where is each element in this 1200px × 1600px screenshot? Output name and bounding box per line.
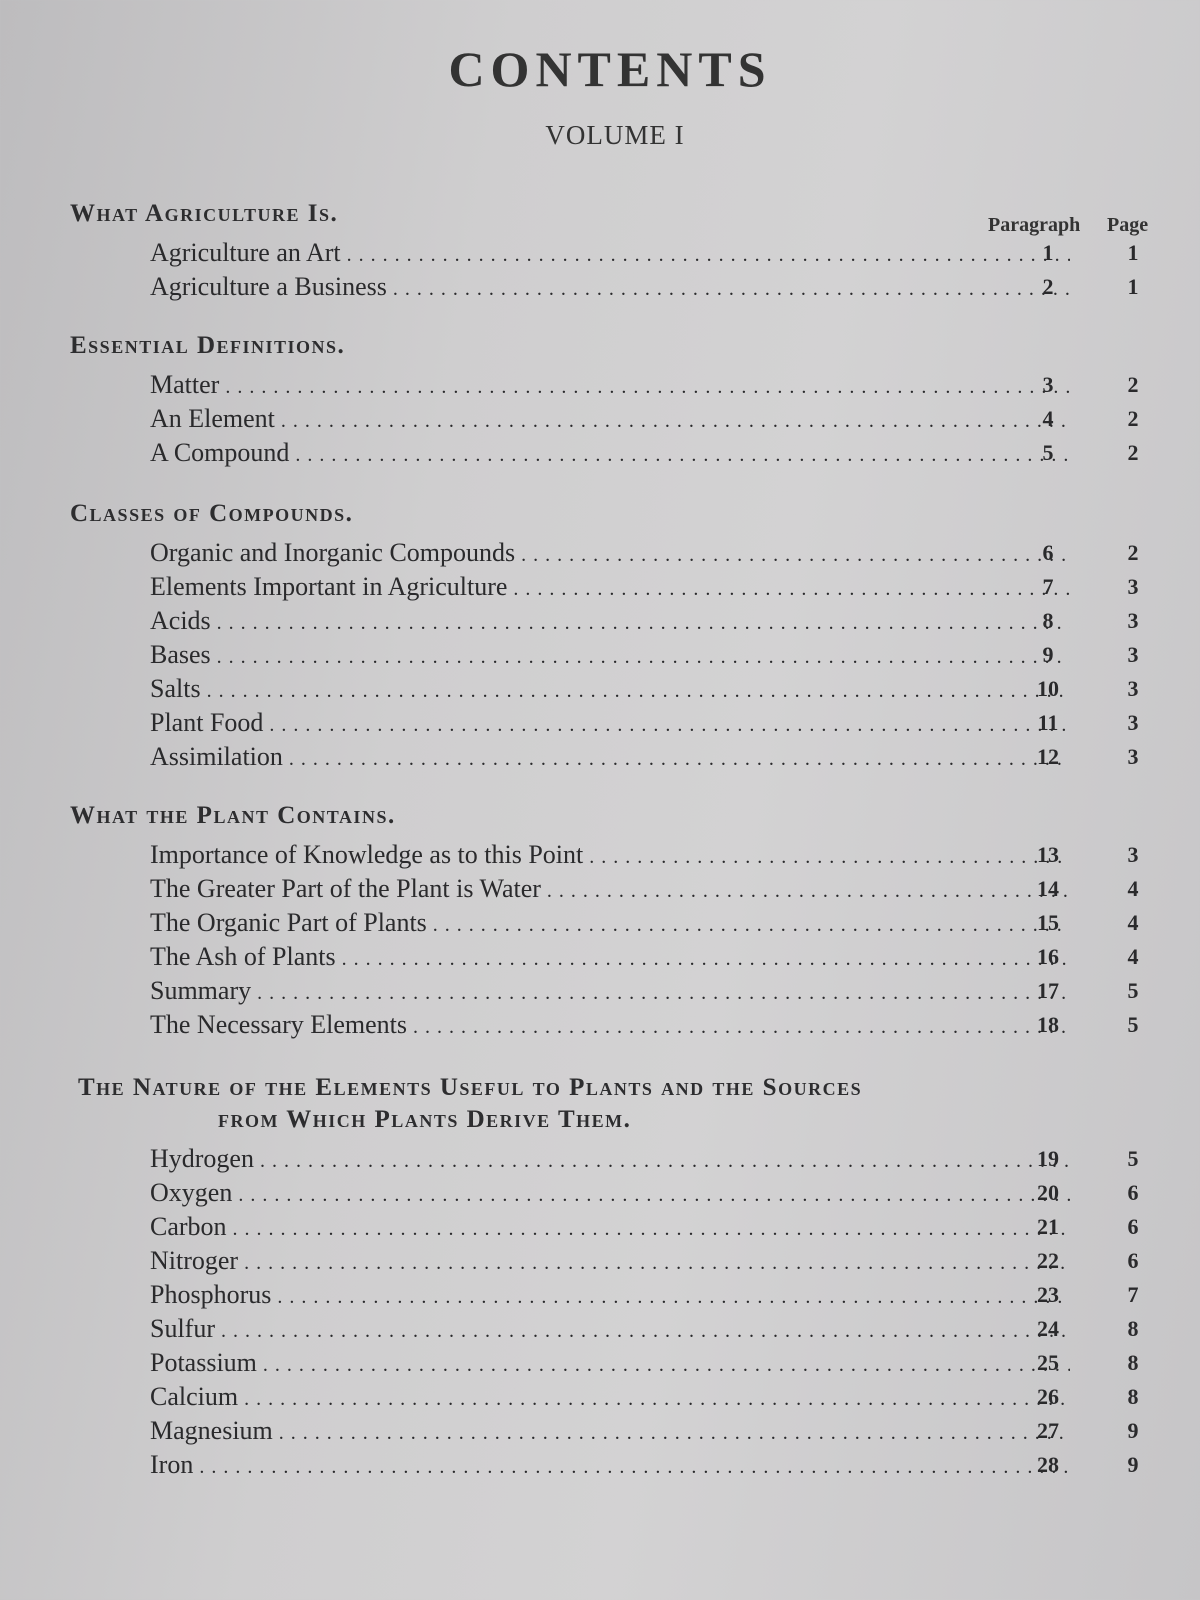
entry-paragraph: 22 (1037, 1248, 1059, 1273)
entry-paragraph: 28 (1037, 1452, 1059, 1477)
toc-entry[interactable] (70, 1244, 1190, 1278)
entry-paragraph: 23 (1037, 1282, 1059, 1307)
entry-label: Sulfur . . . (150, 1312, 1070, 1348)
toc-entry[interactable] (70, 1008, 1190, 1042)
toc-entry[interactable] (70, 270, 1190, 304)
section-classes-of-compounds (70, 498, 1190, 774)
entry-page: 8 (1127, 1350, 1139, 1375)
column-header-paragraph: Paragraph (988, 214, 1081, 236)
section-title (70, 1072, 1190, 1136)
entry-label: An Element . . . (150, 402, 1070, 438)
toc-entry[interactable] (70, 436, 1190, 470)
entry-label: Oxygen . . . (150, 1176, 1070, 1212)
section-title: Classes of Compounds. (70, 500, 354, 527)
toc-entry[interactable] (70, 1210, 1190, 1244)
entry-label: A Compound . . . (150, 436, 1070, 472)
toc-entry[interactable] (70, 368, 1190, 402)
entry-label: Elements Important in Agriculture . . . (150, 570, 1070, 606)
toc-entry[interactable] (70, 974, 1190, 1008)
entry-page: 4 (1127, 876, 1139, 901)
entry-page: 9 (1127, 1418, 1139, 1443)
toc-entry[interactable] (70, 1176, 1190, 1210)
entry-paragraph: 24 (1037, 1316, 1059, 1341)
section-what-agriculture-is (70, 198, 1190, 304)
entry-label: Acids . . . (150, 604, 1070, 640)
toc-entry[interactable] (70, 402, 1190, 436)
entry-paragraph: 21 (1037, 1214, 1059, 1239)
section-essential-definitions (70, 330, 1190, 470)
entry-paragraph: 19 (1037, 1146, 1059, 1171)
entry-label: Phosphorus . . . (150, 1278, 1070, 1314)
entry-label: Bases . . . (150, 638, 1070, 674)
section-title-line2: from Which Plants Derive Them. (218, 1106, 632, 1133)
entry-label: Magnesium . . . (150, 1414, 1070, 1450)
entry-paragraph: 14 (1037, 876, 1059, 901)
entry-paragraph: 5 (1042, 440, 1054, 465)
entry-paragraph: 16 (1037, 944, 1059, 969)
toc-entry[interactable] (70, 570, 1190, 604)
entry-page: 3 (1127, 608, 1139, 633)
toc-entry[interactable] (70, 1312, 1190, 1346)
page-title: CONTENTS (448, 41, 772, 97)
entry-label: Organic and Inorganic Compounds . . . (150, 536, 1070, 572)
entry-label: Matter . . . (150, 368, 1070, 404)
entry-paragraph: 1 (1042, 240, 1054, 265)
entry-page: 3 (1127, 642, 1139, 667)
toc-entry[interactable] (70, 706, 1190, 740)
entry-label: The Ash of Plants . . . (150, 940, 1070, 976)
toc-entry[interactable] (70, 672, 1190, 706)
column-header-page: Page (1107, 214, 1149, 236)
toc-entry[interactable] (70, 638, 1190, 672)
toc-entry[interactable] (70, 236, 1190, 270)
entry-page: 1 (1127, 240, 1139, 265)
entry-page: 2 (1127, 440, 1139, 465)
toc-entry[interactable] (70, 1448, 1190, 1482)
entry-label: Iron . . . (150, 1448, 1070, 1484)
volume-heading: VOLUME I (545, 120, 685, 150)
entry-page: 4 (1127, 944, 1139, 969)
section-title: Essential Definitions. (70, 332, 346, 359)
entry-paragraph: 25 (1037, 1350, 1059, 1375)
toc-entry[interactable] (70, 604, 1190, 638)
entry-paragraph: 6 (1042, 540, 1054, 565)
entry-paragraph: 3 (1042, 372, 1054, 397)
entry-page: 2 (1127, 372, 1139, 397)
entry-page: 2 (1127, 540, 1139, 565)
entry-page: 5 (1127, 1146, 1139, 1171)
entry-label: The Greater Part of the Plant is Water . . . (150, 872, 1070, 908)
entry-paragraph: 12 (1037, 744, 1059, 769)
toc-entry[interactable] (70, 940, 1190, 974)
entry-paragraph: 4 (1042, 406, 1054, 431)
section-title: What the Plant Contains. (70, 802, 396, 829)
toc-entry[interactable] (70, 1278, 1190, 1312)
entry-page: 3 (1127, 744, 1139, 769)
entry-label: Plant Food . . . (150, 706, 1070, 742)
entry-page: 8 (1127, 1316, 1139, 1341)
entry-page: 9 (1127, 1452, 1139, 1477)
entry-page: 6 (1127, 1180, 1139, 1205)
section-what-the-plant-contains (70, 800, 1190, 1042)
entry-label: Nitroger . . . (150, 1244, 1070, 1280)
entry-paragraph: 27 (1037, 1418, 1059, 1443)
entry-paragraph: 20 (1037, 1180, 1059, 1205)
entry-paragraph: 9 (1042, 642, 1054, 667)
toc-entry[interactable] (70, 1346, 1190, 1380)
toc-entry[interactable] (70, 536, 1190, 570)
toc-entry[interactable] (70, 1380, 1190, 1414)
entry-label: Carbon . . . (150, 1210, 1070, 1246)
entry-label: The Organic Part of Plants . . . (150, 906, 1070, 942)
toc-entry[interactable] (70, 1414, 1190, 1448)
section-title: What Agriculture Is. (70, 200, 339, 227)
section-title-line1: The Nature of the Elements Useful to Plants and the Sources (78, 1074, 863, 1101)
entry-label: Importance of Knowledge as to this Point . . . (150, 838, 1070, 874)
entry-page: 3 (1127, 842, 1139, 867)
entry-page: 1 (1127, 274, 1139, 299)
entry-label: Assimilation . . . (150, 740, 1070, 776)
entry-label: Agriculture an Art . . . (150, 236, 1070, 272)
entry-page: 6 (1127, 1248, 1139, 1273)
entry-paragraph: 15 (1037, 910, 1059, 935)
entry-page: 3 (1127, 574, 1139, 599)
entry-page: 5 (1127, 1012, 1139, 1037)
entry-paragraph: 13 (1037, 842, 1059, 867)
entry-label: Hydrogen . . . (150, 1142, 1070, 1178)
entry-paragraph: 10 (1037, 676, 1059, 701)
entry-paragraph: 7 (1042, 574, 1054, 599)
toc-entry[interactable] (70, 1142, 1190, 1176)
entry-label: The Necessary Elements . . . (150, 1008, 1070, 1044)
entry-page: 3 (1127, 676, 1139, 701)
entry-page: 3 (1127, 710, 1139, 735)
toc-entry[interactable] (70, 838, 1190, 872)
entry-label: Summary . . . (150, 974, 1070, 1010)
entry-page: 6 (1127, 1214, 1139, 1239)
toc-entry[interactable] (70, 906, 1190, 940)
entry-label: Potassium . . . (150, 1346, 1070, 1382)
entry-label: Salts . . . (150, 672, 1070, 708)
section-nature-of-elements (70, 1072, 1190, 1482)
entry-label: Calcium . . . (150, 1380, 1070, 1416)
entry-label: Agriculture a Business . . . (150, 270, 1070, 306)
entry-page: 5 (1127, 978, 1139, 1003)
entry-paragraph: 26 (1037, 1384, 1059, 1409)
entry-page: 7 (1127, 1282, 1139, 1307)
entry-page: 8 (1127, 1384, 1139, 1409)
toc-entry[interactable] (70, 740, 1190, 774)
entry-page: 4 (1127, 910, 1139, 935)
entry-paragraph: 17 (1037, 978, 1059, 1003)
toc-entry[interactable] (70, 872, 1190, 906)
entry-page: 2 (1127, 406, 1139, 431)
entry-paragraph: 2 (1042, 274, 1054, 299)
entry-paragraph: 18 (1037, 1012, 1059, 1037)
entry-paragraph: 11 (1037, 710, 1059, 735)
entry-paragraph: 8 (1042, 608, 1054, 633)
